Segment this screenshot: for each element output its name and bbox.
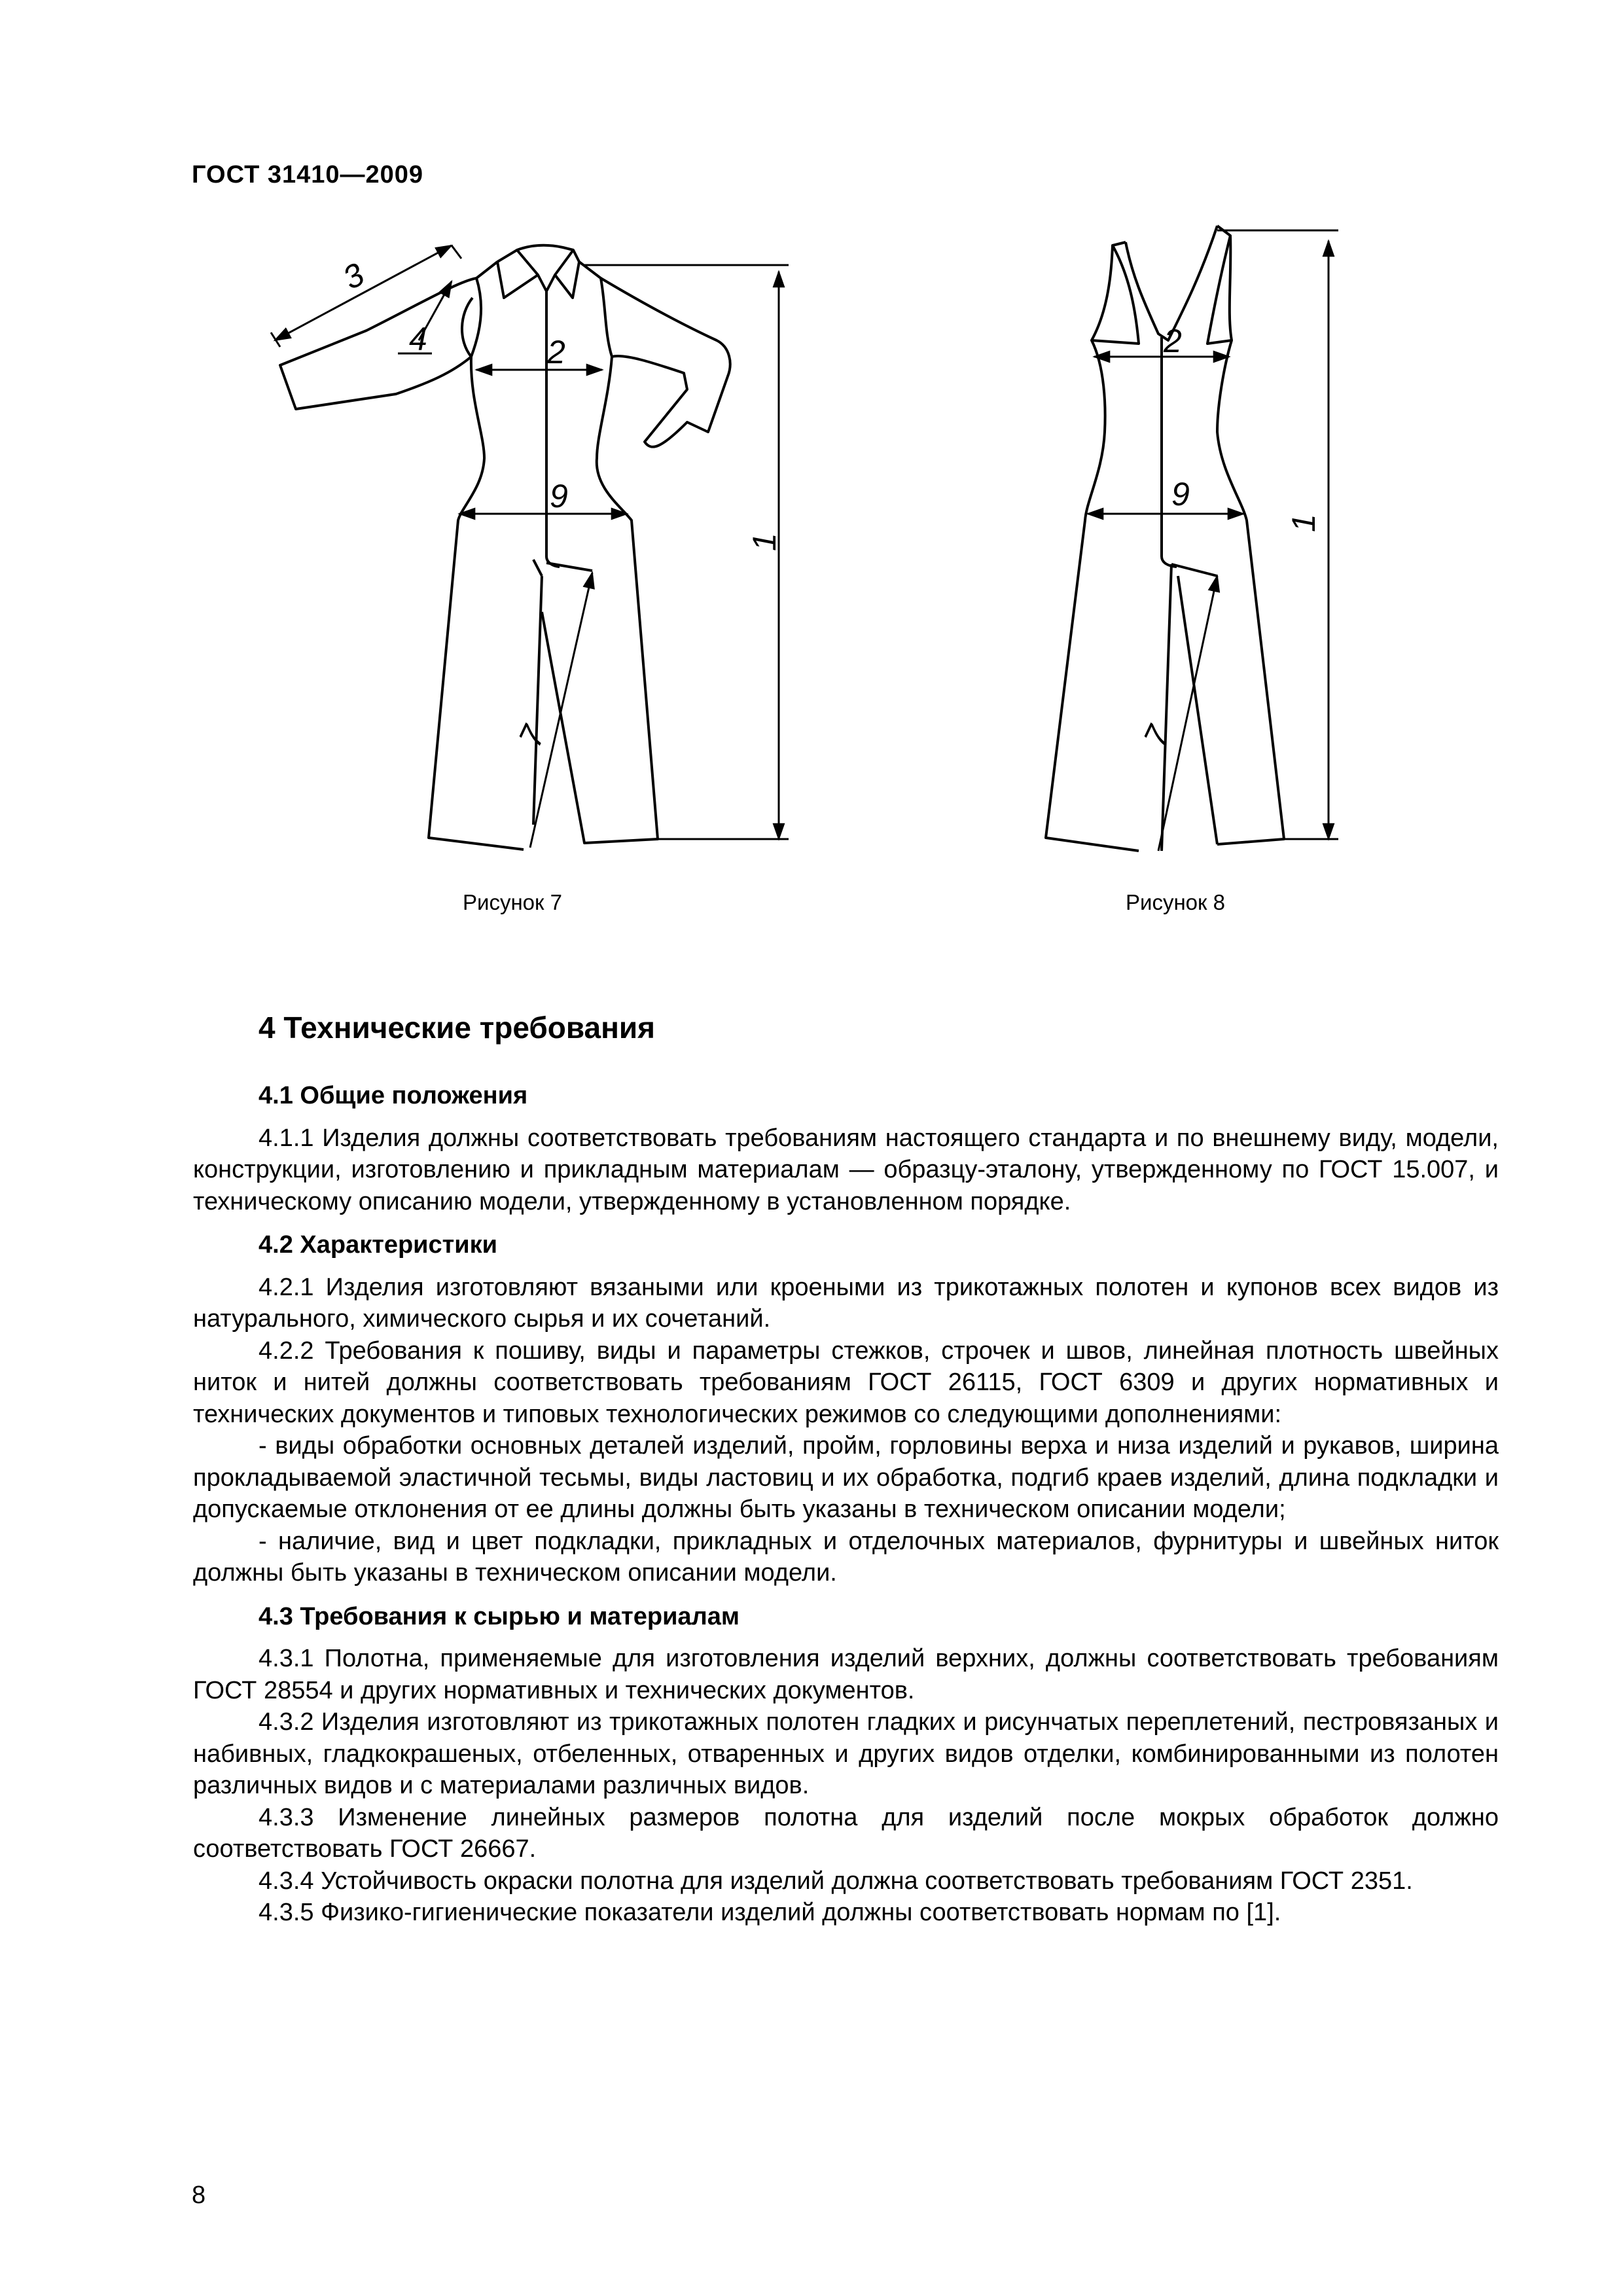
paragraph-4-3-3: 4.3.3 Изменение линейных размеров полотна для изделий после мокрых обработок должно соответствовать ГОСТ 26667. xyxy=(193,1803,1499,1863)
section-4-3-title: 4.3 Требования к сырью и материалам xyxy=(259,1602,740,1630)
paragraph-4-3-2: 4.3.2 Изделия изготовляют из трикотажных полотен гладких и рисунчатых переплетений, пестровязаных и набивных, гладкокрашеных, отбеленных, отваренных и других видов отделки, комбинированными из полотен различных видов и с материалами различных видов. xyxy=(193,1708,1499,1799)
fig7-label-4: 4 xyxy=(409,321,427,357)
page-number: 8 xyxy=(192,2181,206,2209)
document-body xyxy=(193,1008,1499,1929)
fig7-label-9: 9 xyxy=(550,478,568,514)
figure-8-drawing xyxy=(1046,226,1284,851)
figure-7-drawing xyxy=(280,245,730,850)
fig8-label-9: 9 xyxy=(1171,476,1190,512)
figure-7-measures xyxy=(271,245,789,848)
paragraph-4-3-1: 4.3.1 Полотна, применяемые для изготовления изделий верхних, должны соответствовать требованиям ГОСТ 28554 и других нормативных и технических документов. xyxy=(193,1645,1499,1704)
list-item-1: - виды обработки основных деталей изделий, пройм, горловины верха и низа изделий и рукавов, ширина прокладываемой эластичной тесьмы, виды ластовиц и их обработка, подгиб краев изделий, длина подкладки и допускаемые отклонения от ее длины должны быть указаны в техническом описании модели; xyxy=(193,1432,1499,1523)
figure-7-labels xyxy=(337,256,783,753)
paragraph-4-3-4: 4.3.4 Устойчивость окраски полотна для изделий должна соответствовать требованиям ГОСТ 2351. xyxy=(259,1867,1413,1895)
paragraph-4-1-1: 4.1.1 Изделия должны соответствовать требованиям настоящего стандарта и по внешнему виду, модели, конструкции, изготовлению и прикладным материалам — образцу-эталону, утвержденному по ГОСТ 15.007, и техническому описанию модели, утвержденному в установленном порядке. xyxy=(193,1124,1499,1215)
section-4-2-title: 4.2 Характеристики xyxy=(259,1231,498,1259)
fig8-label-7: 7 xyxy=(1136,720,1177,753)
document-header: ГОСТ 31410—2009 xyxy=(192,161,424,188)
section-4-1-title: 4.1 Общие положения xyxy=(259,1082,528,1109)
paragraph-4-3-5: 4.3.5 Физико-гигиенические показатели изделий должны соответствовать нормам по [1]. xyxy=(259,1899,1281,1926)
figure-7-caption: Рисунок 7 xyxy=(463,890,562,914)
fig8-label-2: 2 xyxy=(1164,323,1182,359)
fig8-label-1: 1 xyxy=(1285,514,1322,532)
paragraph-4-2-2: 4.2.2 Требования к пошиву, виды и параметры стежков, строчек и швов, линейная плотность швейных ниток и нитей должны соответствовать требованиям ГОСТ 26115, ГОСТ 6309 и других нормативных и технических документов и типовых технологических режимов со следующими дополнениями: xyxy=(193,1336,1499,1428)
list-item-2: - наличие, вид и цвет подкладки, прикладных и отделочных материалов, фурнитуры и швейных ниток должны быть указаны в техническом описании модели. xyxy=(193,1527,1499,1587)
figure-8-labels xyxy=(1136,323,1322,753)
paragraph-4-2-1: 4.2.1 Изделия изготовляют вязаными или кроеными из трикотажных полотен и купонов всех видов из натурального, химического сырья и их сочетаний. xyxy=(193,1273,1499,1333)
figure-8-caption: Рисунок 8 xyxy=(1126,890,1225,914)
fig7-label-1: 1 xyxy=(746,533,783,551)
fig7-label-2: 2 xyxy=(547,334,565,370)
fig7-label-3: 3 xyxy=(336,255,370,297)
figure-8-measures xyxy=(1088,230,1338,851)
section-4-title: 4 Технические требования xyxy=(259,1011,655,1045)
fig7-label-7: 7 xyxy=(511,720,552,753)
figures-area xyxy=(0,0,1623,916)
